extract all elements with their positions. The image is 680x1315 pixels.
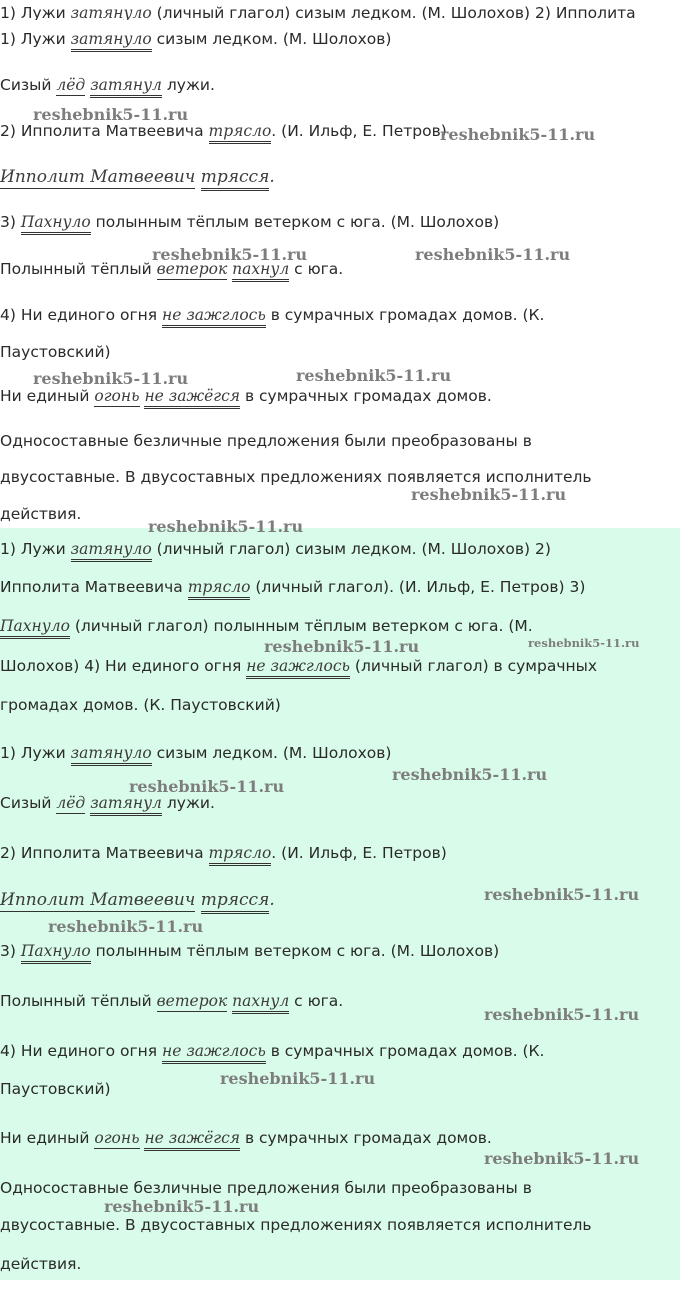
paragraph-line-4: Шолохов) 4) Ни единого огня не зажглось (личный глагол) в сумрачных [0, 657, 597, 675]
watermark: reshebnik5-11.ru [415, 245, 571, 264]
paragraph-line-1: 1) Лужи затянуло (личный глагол) сизым ледком. (М. Шолохов) 2) [0, 540, 551, 558]
sentence-1: 1) Лужи затянуло сизым ледком. (М. Шолохов) [0, 744, 391, 762]
conclusion-line-3: действия. [0, 505, 82, 523]
sentence-2: 2) Ипполита Матвеевича трясло. (И. Ильф, Е. Петров) [0, 844, 447, 862]
predicate: затянуло [71, 540, 152, 562]
predicate: не зажглось [162, 1042, 266, 1064]
predicate: не зажглось [246, 657, 350, 679]
watermark: reshebnik5-11.ru [392, 765, 548, 784]
watermark: reshebnik5-11.ru [220, 1069, 376, 1088]
predicate: затянуло [71, 30, 152, 52]
sentence-2-transformed: Ипполит Матвеевич трясся. [0, 890, 275, 910]
subject: огонь [94, 1129, 140, 1147]
watermark: reshebnik5-11.ru [411, 485, 567, 504]
predicate: трясся [201, 167, 270, 191]
watermark: reshebnik5-11.ru [484, 885, 640, 904]
predicate: затянул [90, 76, 162, 98]
predicate: пахнул [232, 992, 289, 1014]
sentence-2-transformed: Ипполит Матвеевич трясся. [0, 167, 275, 187]
watermark: reshebnik5-11.ru [440, 125, 596, 144]
paragraph-line-5: громадах домов. (К. Паустовский) [0, 696, 281, 714]
watermark: reshebnik5-11.ru [484, 1005, 640, 1024]
sentence-4-transformed: Ни единый огонь не зажёгся в сумрачных громадах домов. [0, 1129, 492, 1147]
watermark: reshebnik5-11.ru [33, 369, 189, 388]
sentence-4-end: Паустовский) [0, 343, 111, 361]
watermark: reshebnik5-11.ru [148, 517, 304, 536]
sentence-1-transformed: Сизый лёд затянул лужи. [0, 794, 215, 812]
predicate: затянул [90, 794, 162, 816]
conclusion-line-1: Односоставные безличные предложения были преобразованы в [0, 432, 532, 450]
predicate: трясло [209, 844, 272, 866]
predicate: трясло [188, 578, 251, 600]
watermark: reshebnik5-11.ru [484, 1149, 640, 1168]
sentence-3: 3) Пахнуло полынным тёплым ветерком с юга. (М. Шолохов) [0, 942, 499, 960]
subject: лёд [56, 76, 86, 94]
sentence-3-transformed: Полынный тёплый ветерок пахнул с юга. [0, 992, 343, 1010]
subject: Ипполит Матвеевич [0, 890, 196, 910]
watermark: reshebnik5-11.ru [104, 1197, 260, 1216]
sentence-3-transformed: Полынный тёплый ветерок пахнул с юга. [0, 260, 343, 278]
predicate: Пахнуло [21, 213, 91, 235]
predicate: Пахнуло [21, 942, 91, 964]
subject: ветерок [156, 260, 228, 278]
watermark: reshebnik5-11.ru [129, 777, 285, 796]
subject: огонь [94, 387, 140, 405]
predicate: пахнул [232, 260, 289, 282]
conclusion-line-2: двусоставные. В двусоставных предложениях появляется исполнитель [0, 468, 592, 486]
conclusion-line-3: действия. [0, 1255, 82, 1273]
sentence-1: 1) Лужи затянуло сизым ледком. (М. Шолохов) [0, 30, 391, 48]
subject: Ипполит Матвеевич [0, 167, 196, 187]
sentence-2: 2) Ипполита Матвеевича трясло. (И. Ильф, Е. Петров) [0, 122, 447, 140]
paragraph-line-3: Пахнуло (личный глагол) полынным тёплым ветерком с юга. (М. [0, 617, 533, 635]
predicate: Пахнуло [0, 617, 70, 639]
subject: ветерок [156, 992, 228, 1010]
predicate: затянуло [71, 744, 152, 766]
sentence-4: 4) Ни единого огня не зажглось в сумрачных громадах домов. (К. [0, 1042, 544, 1060]
paragraph-line-2: Ипполита Матвеевича трясло (личный глагол). (И. Ильф, Е. Петров) 3) [0, 578, 585, 596]
watermark: reshebnik5-11.ru [33, 105, 189, 124]
watermark: reshebnik5-11.ru [296, 366, 452, 385]
sentence-4-transformed: Ни единый огонь не зажёгся в сумрачных громадах домов. [0, 387, 492, 405]
watermark: reshebnik5-11.ru [152, 245, 308, 264]
predicate: не зажёгся [144, 387, 240, 409]
predicate: трясло [209, 122, 272, 144]
conclusion-line-2: двусоставные. В двусоставных предложениях появляется исполнитель [0, 1216, 592, 1234]
predicate: не зажёгся [144, 1129, 240, 1151]
sentence-3: 3) Пахнуло полынным тёплым ветерком с юга. (М. Шолохов) [0, 213, 499, 231]
watermark: reshebnik5-11.ru [528, 636, 640, 650]
sentence-4-end: Паустовский) [0, 1080, 111, 1098]
conclusion-line-1: Односоставные безличные предложения были преобразованы в [0, 1179, 532, 1197]
watermark: reshebnik5-11.ru [264, 637, 420, 656]
cut-off-line: 1) Лужи затянуло (личный глагол) сизым ледком. (М. Шолохов) 2) Ипполита [0, 6, 636, 20]
predicate: трясся [201, 890, 270, 914]
subject: лёд [56, 794, 86, 812]
predicate: не зажглось [162, 306, 266, 328]
sentence-1-transformed: Сизый лёд затянул лужи. [0, 76, 215, 94]
sentence-4: 4) Ни единого огня не зажглось в сумрачных громадах домов. (К. [0, 306, 544, 324]
watermark: reshebnik5-11.ru [48, 917, 204, 936]
